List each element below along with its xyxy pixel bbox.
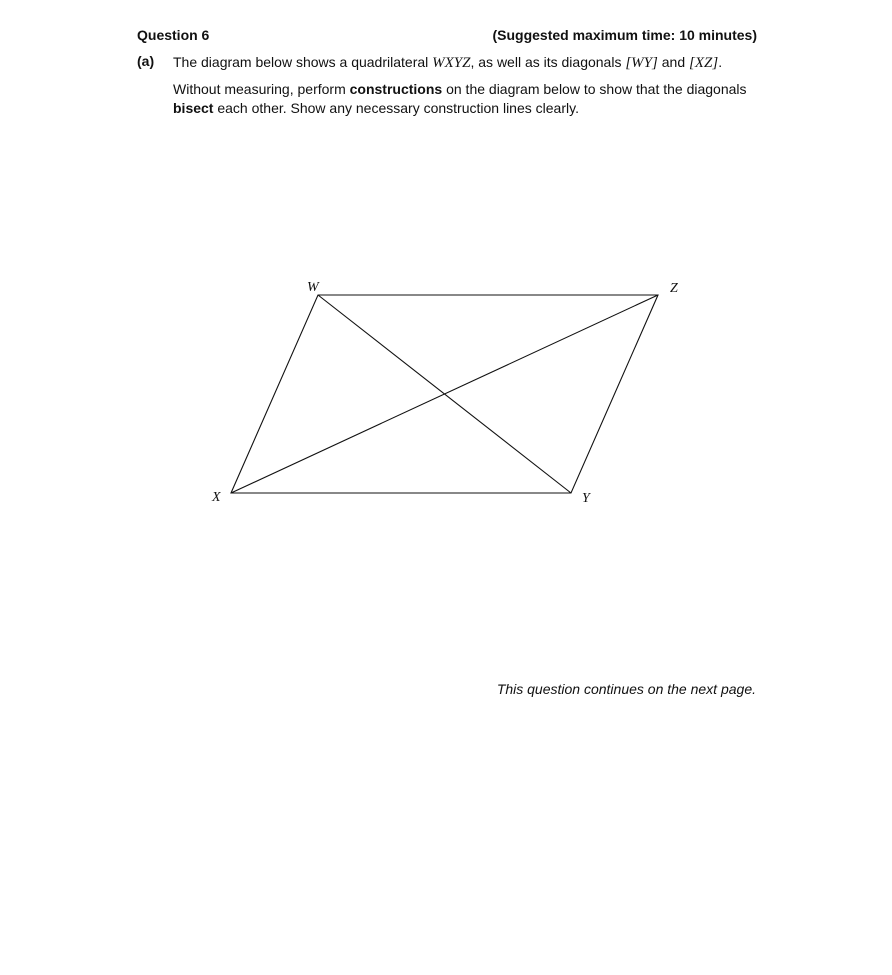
text-segment: Without measuring, perform [173, 81, 350, 97]
keyword-constructions: constructions [349, 81, 443, 97]
diagonal-xz-line [231, 295, 658, 493]
text-segment: on the diagram below to show that the diagonals [442, 81, 747, 97]
text-segment: , as well as its diagonals [470, 54, 626, 70]
text-segment: each other. Show any necessary construction lines clearly. [213, 100, 579, 116]
text-segment: and [657, 54, 689, 70]
diagonal-wy: [WY] [625, 55, 658, 71]
vertex-label-x: X [212, 490, 221, 505]
question-title: Question 6 [137, 27, 210, 43]
text-segment: . [718, 54, 723, 70]
text-segment: The diagram below shows a quadrilateral [173, 54, 433, 70]
keyword-bisect: bisect [173, 100, 214, 116]
vertex-label-w: W [307, 280, 319, 295]
continues-note: This question continues on the next page. [496, 681, 756, 697]
quadrilateral-name: WXYZ [432, 55, 471, 71]
diagonal-xz: [XZ] [689, 55, 719, 71]
vertex-label-y: Y [582, 491, 590, 506]
part-a-label: (a) [137, 53, 155, 69]
vertex-label-z: Z [670, 281, 678, 296]
time-note: (Suggested maximum time: 10 minutes) [492, 27, 757, 43]
